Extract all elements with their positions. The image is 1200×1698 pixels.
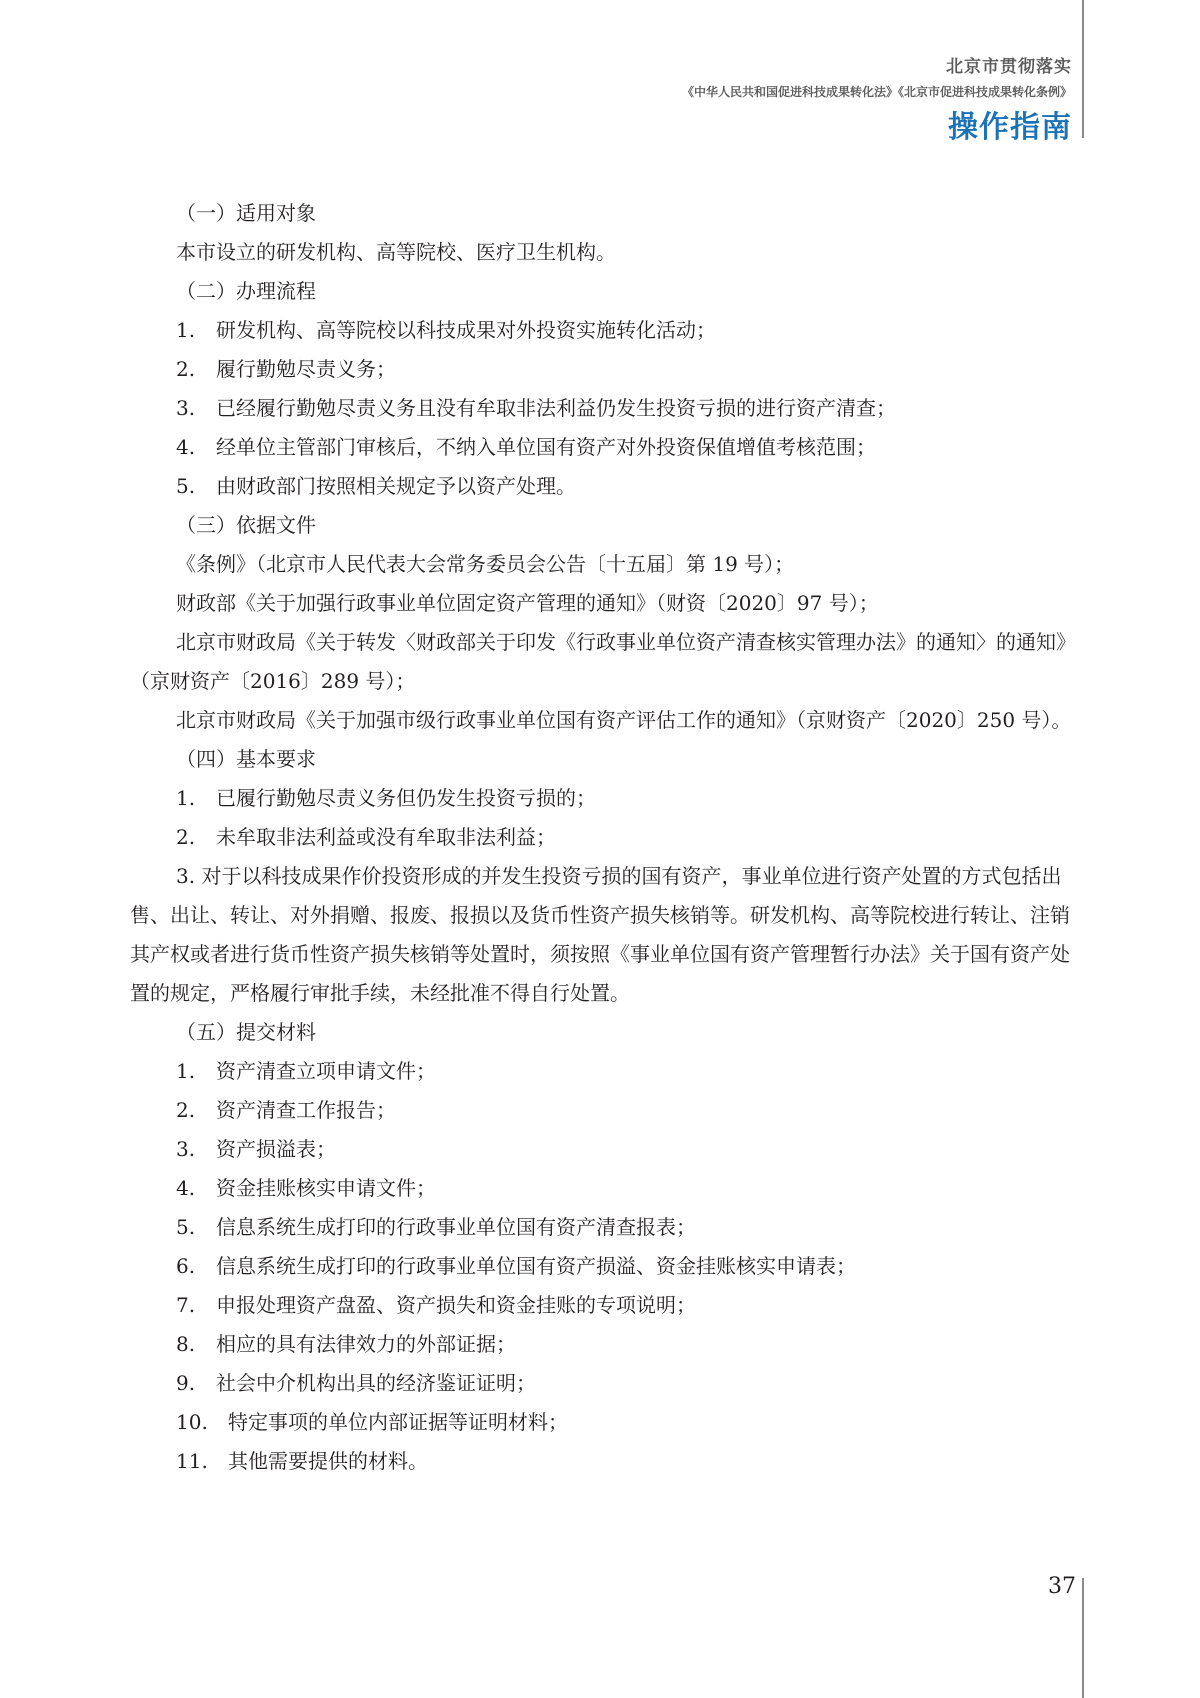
list-item — [130, 1403, 1080, 1442]
list-number: 3. — [176, 396, 196, 420]
list-text: 信息系统生成打印的行政事业单位国有资产损溢、资金挂账核实申请表； — [216, 1254, 856, 1278]
list-number: 2. — [176, 357, 196, 381]
list-text: 其他需要提供的材料。 — [228, 1449, 428, 1473]
section-heading: （四）基本要求 — [176, 747, 316, 771]
section-heading: （五）提交材料 — [176, 1020, 316, 1044]
list-number: 8. — [176, 1332, 196, 1356]
list-item — [130, 428, 1080, 467]
list-item — [130, 1052, 1080, 1091]
list-item — [130, 818, 1080, 857]
list-number: 4. — [176, 435, 196, 459]
list-item — [130, 311, 1080, 350]
list-item — [130, 1091, 1080, 1130]
reference-paragraph: 北京市财政局《关于转发〈财政部关于印发《行政事业单位资产清查核实管理办法》的通知〉的通知》（京财资产〔2016〕289 号）； — [130, 630, 1076, 693]
list-text: 资金挂账核实申请文件； — [216, 1176, 436, 1200]
list-text: 经单位主管部门审核后，不纳入单位国有资产对外投资保值增值考核范围； — [216, 435, 876, 459]
list-text: 已经履行勤勉尽责义务且没有牟取非法利益仍发生投资亏损的进行资产清查； — [216, 396, 896, 420]
list-number: 1. — [176, 1059, 196, 1083]
section-heading: （二）办理流程 — [176, 279, 316, 303]
list-text: 研发机构、高等院校以科技成果对外投资实施转化活动； — [216, 318, 716, 342]
list-text: 未牟取非法利益或没有牟取非法利益； — [216, 825, 556, 849]
list-number: 9. — [176, 1371, 196, 1395]
list-item — [130, 1169, 1080, 1208]
list-number: 1. — [176, 318, 196, 342]
header-title: 北京市贯彻落实 — [946, 57, 1072, 77]
list-item — [130, 389, 1080, 428]
list-number: 3. — [176, 1137, 196, 1161]
list-number: 6. — [176, 1254, 196, 1278]
list-item — [130, 1208, 1080, 1247]
list-number: 5. — [176, 474, 196, 498]
list-item — [130, 1130, 1080, 1169]
list-item — [130, 467, 1080, 506]
list-number: 5. — [176, 1215, 196, 1239]
header-subtitle: 《中华人民共和国促进科技成果转化法》《北京市促进科技成果转化条例》 — [681, 85, 1072, 99]
header-divider-line — [1082, 0, 1084, 138]
section-heading: （三）依据文件 — [176, 513, 316, 537]
list-item — [130, 1442, 1080, 1481]
list-text: 已履行勤勉尽责义务但仍发生投资亏损的； — [216, 786, 596, 810]
list-item — [130, 1325, 1080, 1364]
paragraph: 本市设立的研发机构、高等院校、医疗卫生机构。 — [176, 240, 616, 264]
list-text: 资产损溢表； — [216, 1137, 336, 1161]
header-guide-title: 操作指南 — [948, 110, 1072, 145]
paragraph: 3. 对于以科技成果作价投资形成的并发生投资亏损的国有资产，事业单位进行资产处置的方式包括出售、出让、转让、对外捐赠、报废、报损以及货币性资产损失核销等。研发机构、高等院校进行转让、注销其产权或者进行货币性资产损失核销等处置时，须按照《事业单位国有资产管理暂行办法》关于国有资产处置的规定，严格履行审批手续，未经批准不得自行处置。 — [130, 864, 1070, 1005]
page-number: 37 — [1048, 1574, 1076, 1599]
section-heading: （一）适用对象 — [176, 201, 316, 225]
list-text: 信息系统生成打印的行政事业单位国有资产清查报表； — [216, 1215, 696, 1239]
list-number: 11. — [176, 1449, 208, 1473]
list-text: 由财政部门按照相关规定予以资产处理。 — [216, 474, 576, 498]
list-item — [130, 1364, 1080, 1403]
list-number: 4. — [176, 1176, 196, 1200]
list-text: 资产清查工作报告； — [216, 1098, 396, 1122]
list-number: 7. — [176, 1293, 196, 1317]
list-number: 2. — [176, 825, 196, 849]
list-text: 社会中介机构出具的经济鉴证证明； — [216, 1371, 536, 1395]
document-body — [130, 194, 1080, 1481]
list-text: 相应的具有法律效力的外部证据； — [216, 1332, 516, 1356]
list-item — [130, 1247, 1080, 1286]
list-item — [130, 779, 1080, 818]
footer-divider-line — [1082, 1578, 1084, 1698]
reference-paragraph: 北京市财政局《关于加强市级行政事业单位国有资产评估工作的通知》（京财资产〔2020〕250 号）。 — [176, 708, 1072, 732]
reference-paragraph: 财政部《关于加强行政事业单位固定资产管理的通知》（财资〔2020〕97 号）； — [176, 591, 879, 615]
list-text: 资产清查立项申请文件； — [216, 1059, 436, 1083]
list-number: 2. — [176, 1098, 196, 1122]
page-header — [682, 52, 1072, 146]
list-number: 10. — [176, 1410, 208, 1434]
list-text: 申报处理资产盘盈、资产损失和资金挂账的专项说明； — [216, 1293, 696, 1317]
list-text: 履行勤勉尽责义务； — [216, 357, 396, 381]
list-item — [130, 350, 1080, 389]
reference-paragraph: 《条例》（北京市人民代表大会常务委员会公告〔十五届〕第 19 号）； — [176, 552, 795, 576]
list-text: 特定事项的单位内部证据等证明材料； — [228, 1410, 568, 1434]
list-number: 1. — [176, 786, 196, 810]
list-item — [130, 1286, 1080, 1325]
